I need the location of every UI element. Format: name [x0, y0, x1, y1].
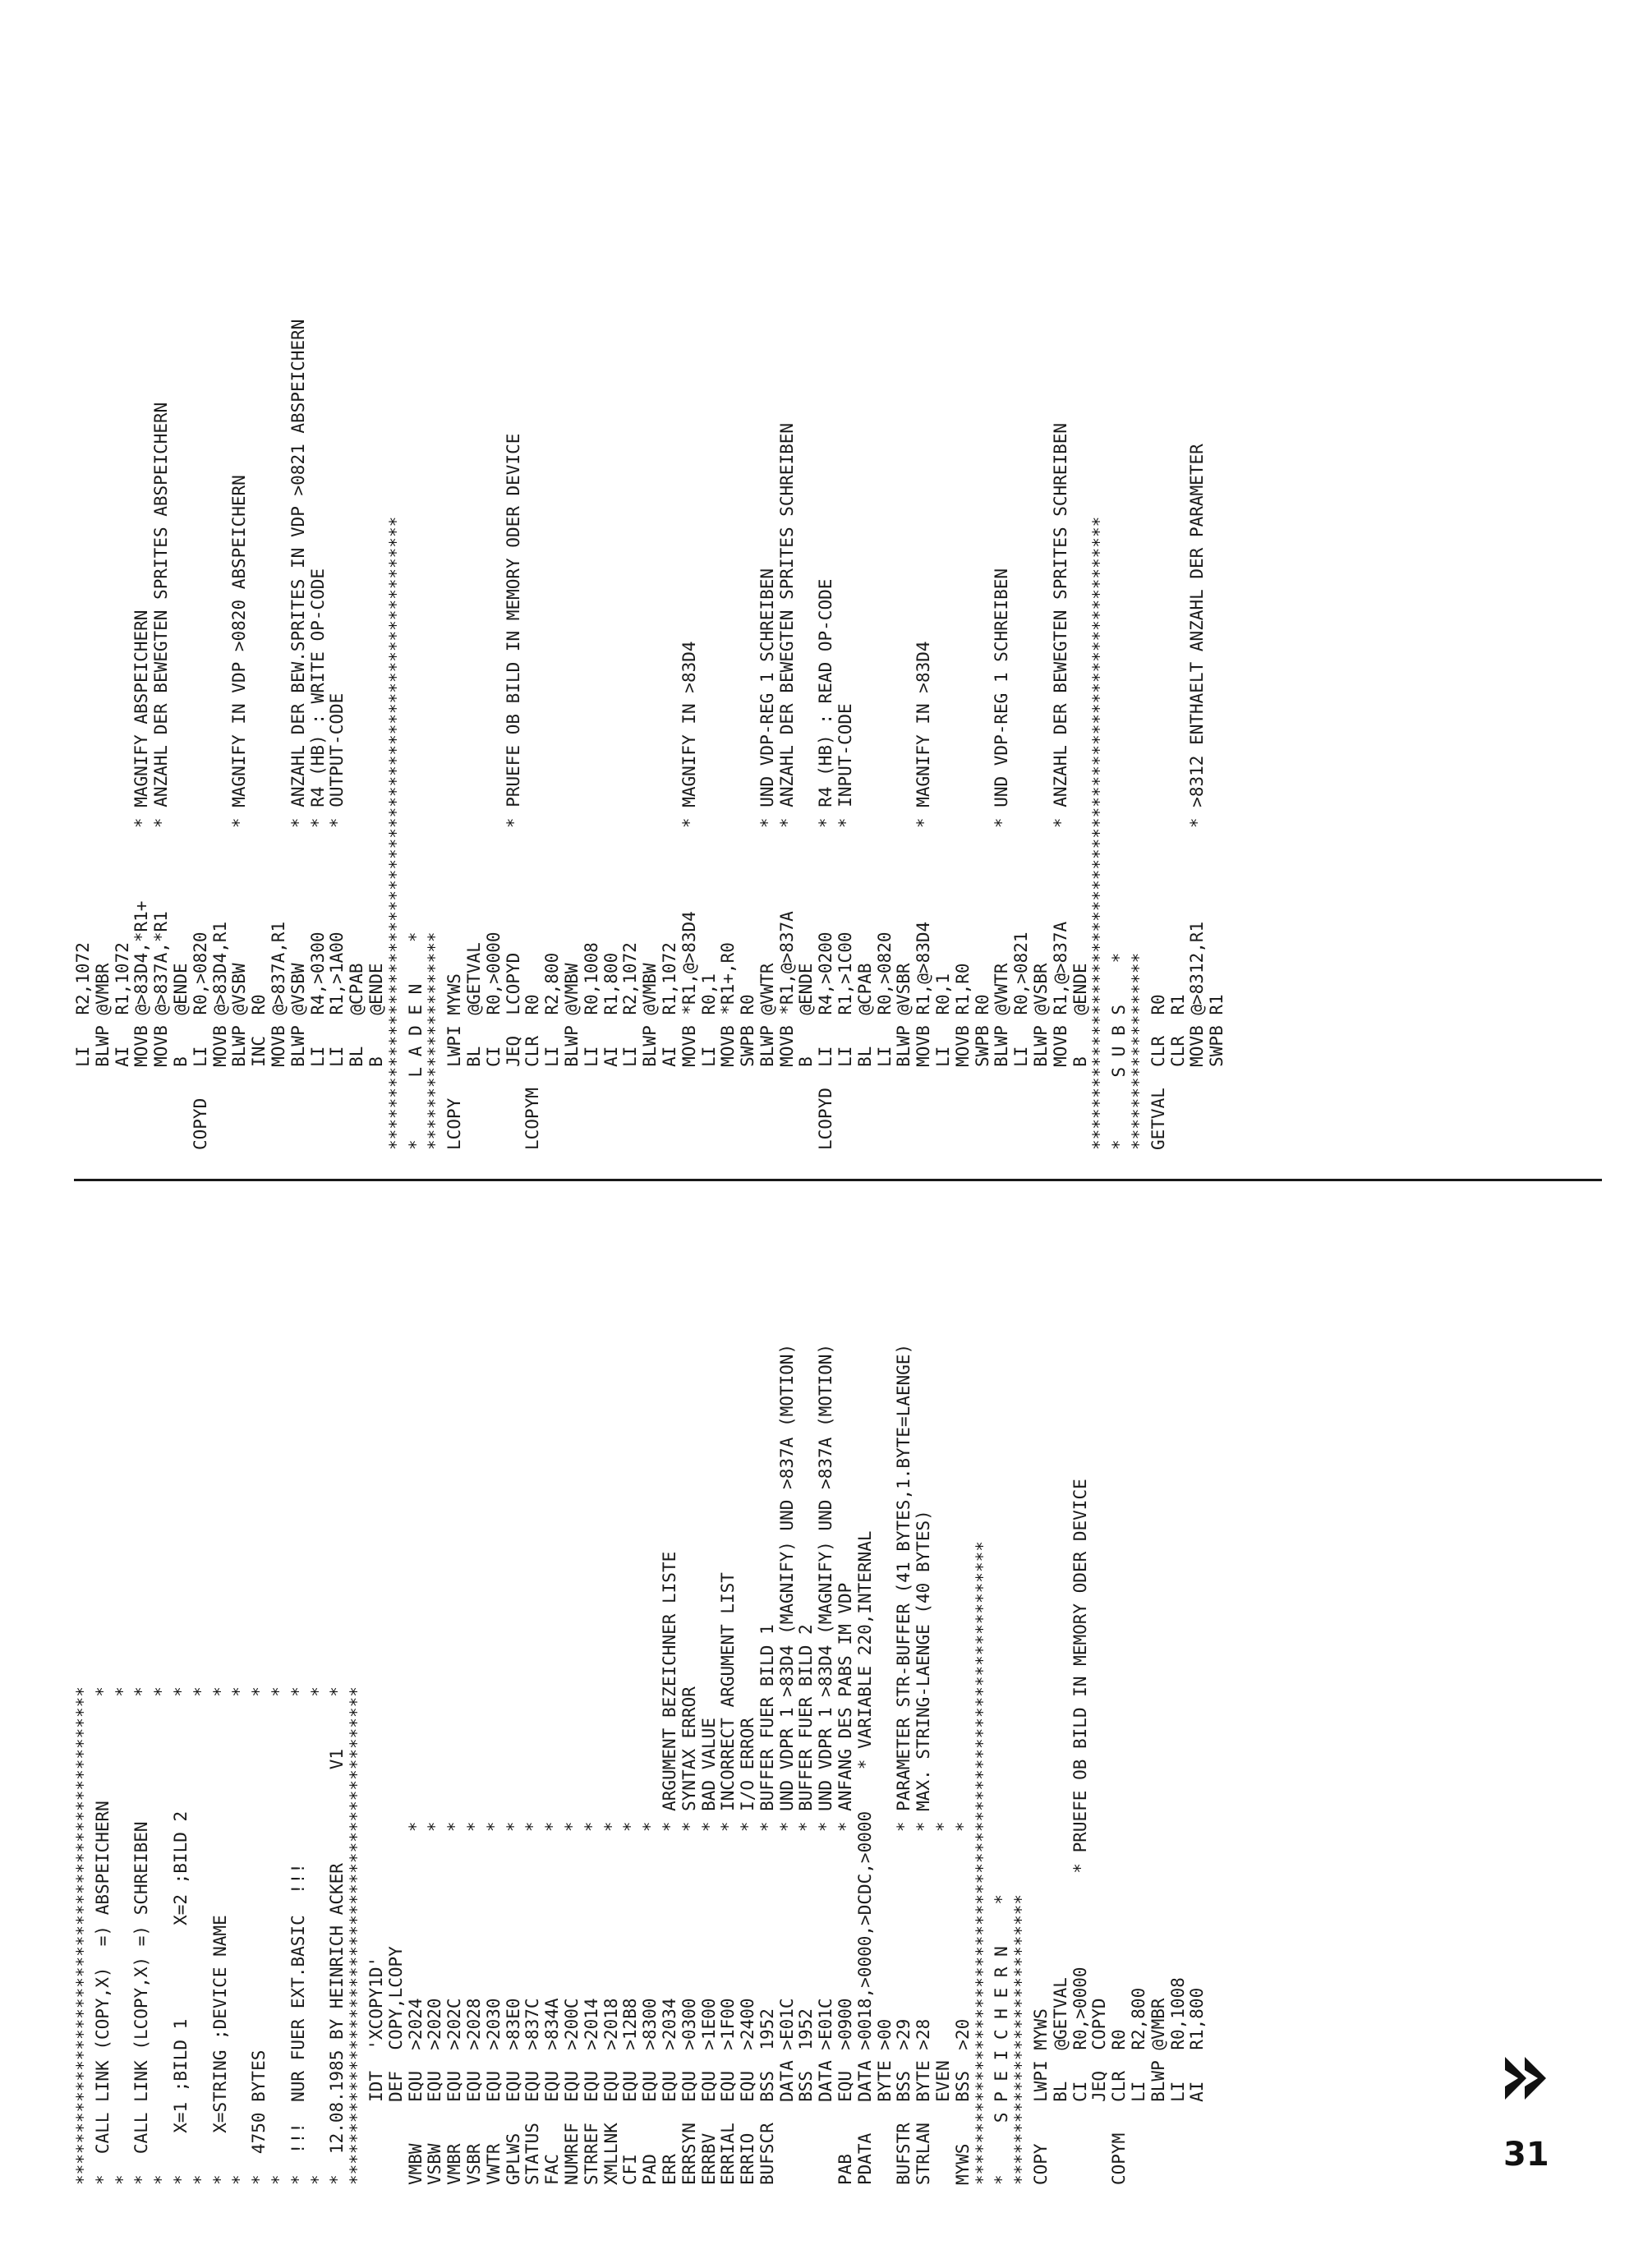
double-chevron-icon [1500, 2054, 1549, 2103]
rotated-listing [41, 82, 1602, 2218]
listing-right-column: LI R2,1072 BLWP @VMBR AI R1,1072 MOVB @>83D4,*R1+ * MAGNIFY ABSPEICHERN MOVB @>837A,*R1 * ANZAHL DER BEWEGTEN SPRITES ABSPEICHERN B @ENDE COPYD LI R0,>0820 MOVB @>83D4,R1 BLWP @VSBW * MAGNIFY IN VDP >0820 ABSPEICHERN INC R0 MOVB @>837A,R1 BLWP @VSBW * ANZAHL DER BEW.SPRITES IN VDP >0821 ABSPEICHERN LI R4,>0300 * R4 (HB) : WRITE OP-CODE LI R1,>1A00 * OUTPUT-CODE BL @CPAB B @ENDE ************************************************************* * L A D E N * ********************* LCOPY LWPI MYWS BL @GETVAL CI R0,>0000 JEQ LCOPYD * PRUEFE OB BILD IN MEMORY ODER DEVICE LCOPYM CLR R0 LI R2,800 BLWP @VMBW LI R0,1008 AI R1,800 LI R2,1072 BLWP @VMBW AI R1,1072 MOVB *R1,@>83D4 * MAGNIFY IN >83D4 LI R0,1 MOVB *R1+,R0 SWPB R0 BLWP @VWTR * UND VDP-REG 1 SCHREIBEN MOVB *R1,@>837A * ANZAHL DER BEWEGTEN SPRITES SCHREIBEN B @ENDE LCOPYD LI R4,>0200 * R4 (HB) : READ OP-CODE LI R1,>1C00 * INPUT-CODE BL @CPAB LI R0,>0820 BLWP @VSBR MOVB R1,@>83D4 * MAGNIFY IN >83D4 LI R0,1 MOVB R1,R0 SWPB R0 BLWP @VWTR * UND VDP-REG 1 SCHREIBEN LI R0,>0821 BLWP @VSBR MOVB R1,@>837A * ANZAHL DER BEWEGTEN SPRITES SCHREIBEN B @ENDE ************************************************************* * S U B S * ******************* GETVAL CLR R0 CLR R1 MOVB @>8312,R1 * >8312 ENTHAELT ANZAHL DER PARAMETER SWPB R1 [73, 319, 1227, 1150]
page-number: 31 [1503, 2136, 1549, 2174]
listing-left-column: ************************************************ * CALL LINK (COPY,X) =) ABSPEICHERN * * * * CALL LINK (LCOPY,X) =) SCHREIBEN * * * * X=1 ;BILD 1 X=2 ;BILD 2 * * * * X=STRING ;DEVICE NAME * * * * 4750 BYTES * * * * !!! NUR FUER EXT.BASIC !!! * * * * 12.08.1985 BY HEINRICH ACKER V1 * ************************************************ IDT 'XCOPY1D' DEF COPY,LCOPY VMBW EQU >2024 * VSBW EQU >2020 * VMBR EQU >202C * VSBR EQU >2028 * VWTR EQU >2030 * GPLWS EQU >83E0 * STATUS EQU >837C * FAC EQU >834A * NUMREF EQU >200C * STRREF EQU >2014 * XMLLNK EQU >2018 * CFI EQU >12B8 * PAD EQU >8300 * ERR EQU >2034 * ARGUMENT BEZEICHNER LISTE ERRSYN EQU >0300 * SYNTAX ERROR ERRBV EQU >1E00 * BAD VALUE ERRIAL EQU >1F00 * INCORRECT ARGUMENT LIST ERRIO EQU >2400 * I/O ERROR BUFSCR BSS 1952 * BUFFER FUER BILD 1 DATA >E01C * UND VDPR 1 >83D4 (MAGNIFY) UND >837A (MOTION) BSS 1952 * BUFFER FUER BILD 2 DATA >E01C * UND VDPR 1 >83D4 (MAGNIFY) UND >837A (MOTION) PAB EQU >0900 * ANFANG DES PABS IM VDP PDATA DATA >0018,>0000,>DCDC,>0000 * VARIABLE 220,INTERNAL BYTE >00 BUFSTR BSS >29 * PARAMETER STR-BUFFER (41 BYTES,1.BYTE=LAENGE) STRLAN BYTE >28 * MAX. STRING-LAENGE (40 BYTES) EVEN * MYWS BSS >20 * ************************************************************** * S P E I C H E R N * **************************** COPY LWPI MYWS BL @GETVAL CI R0,>0000 * PRUEFE OB BILD IN MEMORY ODER DEVICE JEQ COPYD COPYM CLR R0 LI R2,800 BLWP @VMBR LI R0,1008 AI R1,800 [73, 1343, 1208, 2185]
column-divider [74, 1179, 1602, 1181]
